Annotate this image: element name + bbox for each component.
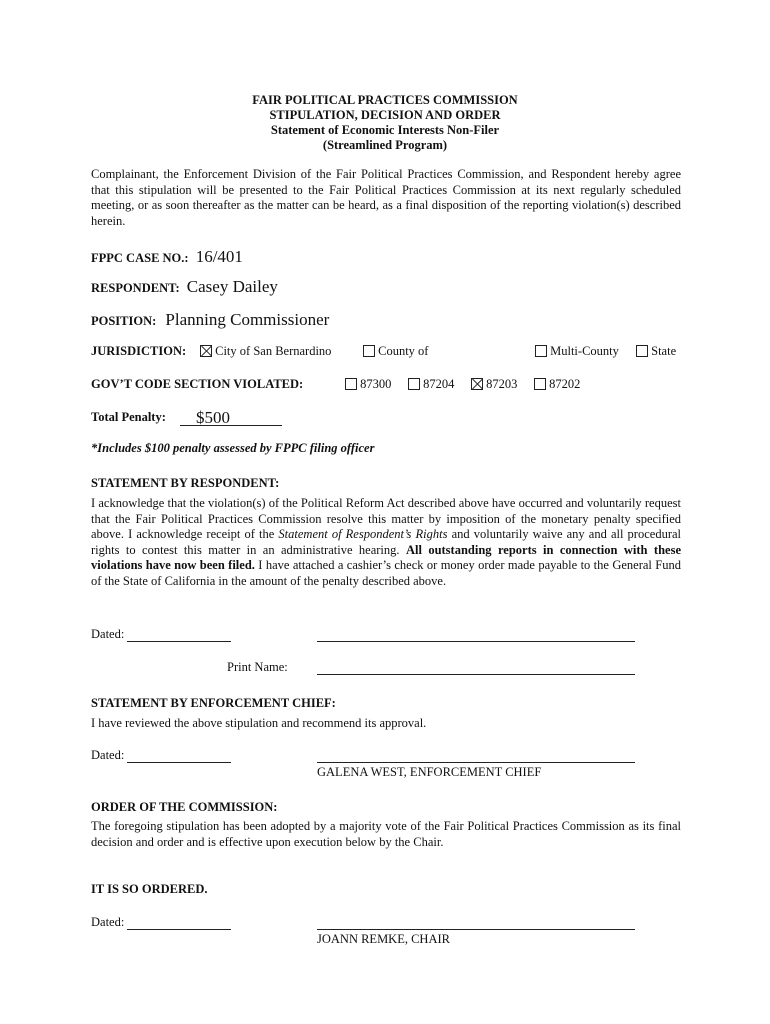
enforcement-signer-name: GALENA WEST, ENFORCEMENT CHIEF	[317, 765, 542, 779]
respondent-print-name-label: Print Name:	[227, 660, 288, 674]
chair-signer-name: JOANN REMKE, CHAIR	[317, 932, 450, 946]
code-option-label: 87204	[423, 377, 455, 391]
jurisdiction-option-multi-county[interactable]	[535, 344, 619, 360]
enforcement-statement-heading: STATEMENT BY ENFORCEMENT CHIEF:	[91, 696, 336, 710]
jurisdiction-option-city[interactable]	[200, 344, 331, 360]
code-option-label: 87203	[486, 377, 518, 391]
checkbox-checked-icon[interactable]	[471, 378, 483, 390]
code-section-label: GOV’T CODE SECTION VIOLATED:	[91, 377, 304, 391]
code-option-label: 87300	[360, 377, 392, 391]
respondent-row	[91, 276, 278, 297]
respondent-value[interactable]: Casey Dailey	[186, 277, 278, 296]
position-label: POSITION:	[91, 314, 157, 328]
header-form-name: Statement of Economic Interests Non-Filer	[270, 123, 500, 137]
case-number-label: FPPC CASE NO.:	[91, 251, 189, 265]
header-title: FAIR POLITICAL PRACTICES COMMISSION	[252, 93, 518, 107]
respondent-statement-heading: STATEMENT BY RESPONDENT:	[91, 476, 280, 490]
jurisdiction-option-label: County of	[378, 344, 429, 358]
checkbox-icon[interactable]	[363, 345, 375, 357]
enforcement-dated-label: Dated:	[91, 748, 125, 762]
so-ordered-text: IT IS SO ORDERED.	[91, 882, 208, 896]
jurisdiction-option-label: City of San Bernardino	[215, 344, 332, 358]
statement-text: I acknowledge that the violation(s) of the Political Reform Act described above have occurred and voluntarily request that the Fair Political Practices Commission resolve this matter by imposition of the monetary penalty specified above. I acknowledge receipt of the	[91, 496, 681, 541]
respondent-dated-field[interactable]	[127, 627, 231, 642]
total-penalty-value: $500	[196, 408, 230, 427]
order-paragraph: The foregoing stipulation has been adopted by a majority vote of the Fair Political Practices Commission as its final decision and order and is effective upon execution below by the Chair.	[91, 819, 681, 849]
order-heading: ORDER OF THE COMMISSION:	[91, 800, 278, 814]
statement-text: and voluntarily waive any and all procedural rights to contest this matter in an administrative hearing.	[91, 527, 681, 557]
code-option-87202[interactable]	[534, 377, 580, 393]
enforcement-statement-text: I have reviewed the above stipulation and recommend its approval.	[91, 716, 427, 730]
position-row	[91, 309, 329, 330]
jurisdiction-option-label: State	[651, 344, 677, 358]
respondent-dated-label: Dated:	[91, 627, 125, 641]
checkbox-checked-icon[interactable]	[200, 345, 212, 357]
header-subtitle: STIPULATION, DECISION AND ORDER	[269, 108, 501, 122]
case-number-value[interactable]: 16/401	[195, 247, 243, 266]
total-penalty-field[interactable]	[180, 407, 282, 426]
jurisdiction-label: JURISDICTION:	[91, 344, 187, 358]
jurisdiction-option-label: Multi-County	[550, 344, 619, 358]
enforcement-dated-field[interactable]	[127, 748, 231, 763]
position-value[interactable]: Planning Commissioner	[165, 310, 330, 329]
jurisdiction-option-county[interactable]	[363, 344, 428, 360]
statement-rights-italic: Statement of Respondent’s Rights	[278, 527, 448, 541]
respondent-label: RESPONDENT:	[91, 281, 180, 295]
header-program: (Streamlined Program)	[322, 138, 448, 152]
jurisdiction-option-state[interactable]	[636, 344, 676, 360]
code-option-87204[interactable]	[408, 377, 454, 393]
statement-bold-text: All outstanding reports in connection with these violations have now been filed.	[91, 542, 681, 572]
checkbox-icon[interactable]	[345, 378, 357, 390]
intro-paragraph: Complainant, the Enforcement Division of the Fair Political Practices Commission, and Respondent hereby agree that this stipulation will be presented to the Fair Political Practices Commission at its next regularly scheduled meeting, or as soon thereafter as the matter can be heard, as a final disposition of the reporting violation(s) described herein.	[91, 167, 681, 228]
total-penalty-label: Total Penalty:	[91, 410, 166, 424]
case-number-row	[91, 246, 243, 267]
order-dated-label: Dated:	[91, 915, 125, 929]
checkbox-icon[interactable]	[534, 378, 546, 390]
penalty-note: *Includes $100 penalty assessed by FPPC filing officer	[91, 441, 375, 455]
checkbox-icon[interactable]	[408, 378, 420, 390]
checkbox-icon[interactable]	[636, 345, 648, 357]
code-option-87203[interactable]	[471, 377, 517, 393]
checkbox-icon[interactable]	[535, 345, 547, 357]
respondent-statement-paragraph	[91, 496, 681, 589]
respondent-print-name-field[interactable]	[317, 660, 635, 675]
statement-text: I have attached a cashier’s check or money order made payable to the General Fund of the State of California in the amount of the penalty described above.	[91, 558, 681, 588]
chair-signature-line[interactable]	[317, 915, 635, 930]
order-dated-field[interactable]	[127, 915, 231, 930]
enforcement-signature-line[interactable]	[317, 748, 635, 763]
code-option-label: 87202	[549, 377, 581, 391]
respondent-signature-line[interactable]	[317, 627, 635, 642]
code-option-87300[interactable]	[345, 377, 391, 393]
